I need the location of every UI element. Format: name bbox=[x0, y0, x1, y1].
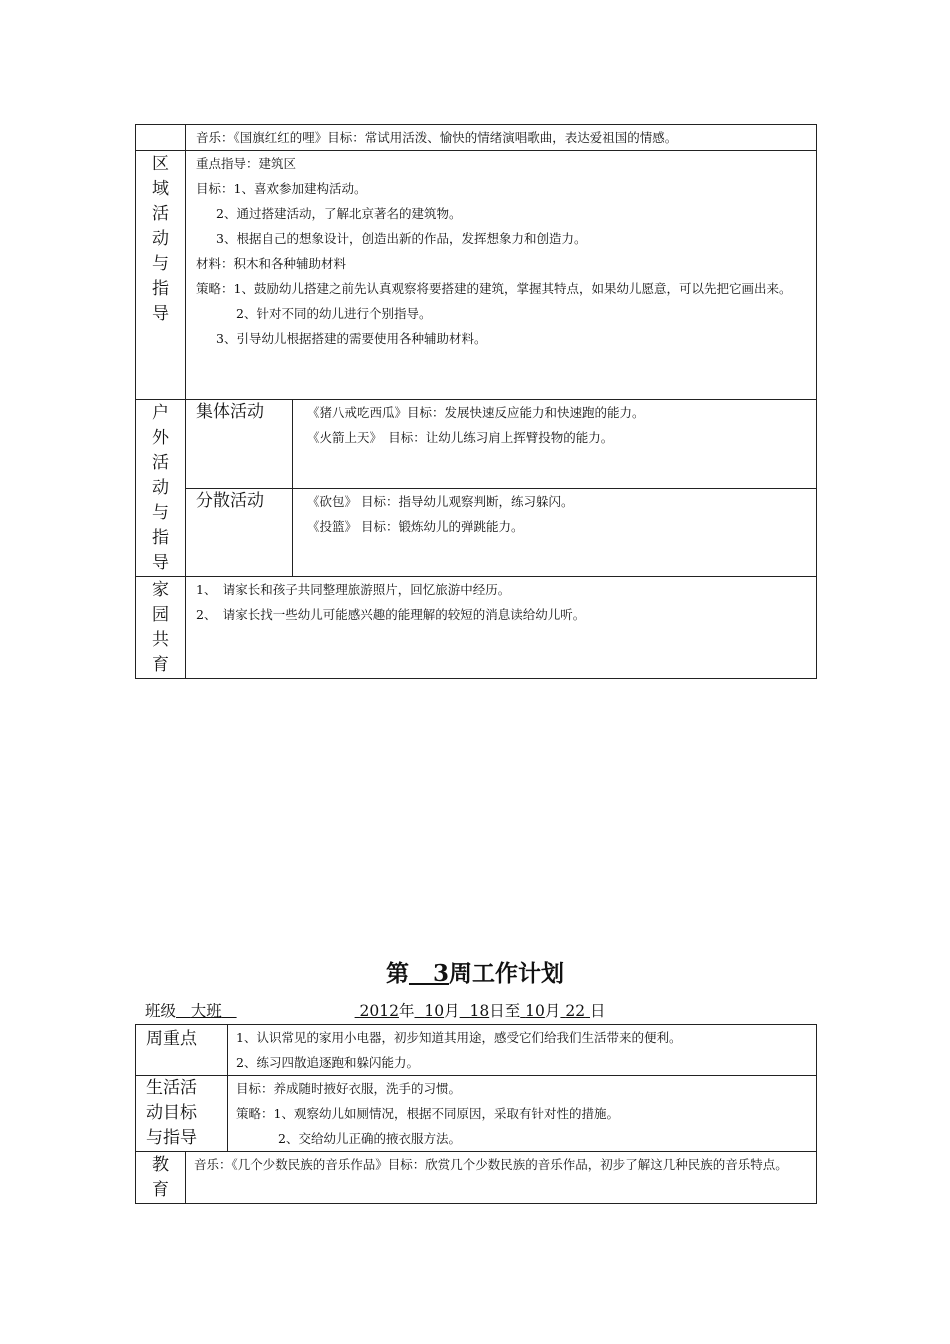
group-activity-content bbox=[293, 400, 817, 489]
life-activity-content bbox=[228, 1076, 817, 1152]
area-goal-3: 3、根据自己的想象设计，创造出新的作品，发挥想象力和创造力。 bbox=[216, 231, 587, 246]
area-materials: 材料：积木和各种辅助材料 bbox=[196, 256, 347, 271]
music-text: 音乐：《国旗红红的哩》目标：常试用活泼、愉快的情绪演唱歌曲，表达爱祖国的情感。 bbox=[196, 130, 678, 145]
home-cooperation-label: 家 园 共 育 bbox=[136, 577, 186, 679]
music-row bbox=[186, 125, 817, 151]
year-value: 2012 bbox=[359, 1002, 399, 1020]
life-activity-label: 生活活 动目标 与指导 bbox=[136, 1076, 228, 1152]
day-end: 22 bbox=[565, 1002, 586, 1020]
education-music: 音乐：《几个少数民族的音乐作品》目标：欣赏几个少数民族的音乐作品，初步了解这几种民族的音乐特点。 bbox=[194, 1157, 788, 1172]
area-activity-label: 区 域 活 动 与 指 导 bbox=[136, 151, 186, 400]
life-goal: 目标：养成随时掖好衣服，洗手的习惯。 bbox=[236, 1081, 462, 1096]
area-goal-1: 目标：1、喜欢参加建构活动。 bbox=[196, 181, 367, 196]
month-start: 10 bbox=[424, 1002, 445, 1020]
group-activity-1: 《猪八戒吃西瓜》目标：发展快速反应能力和快速跑的能力。 bbox=[307, 405, 645, 420]
weekly-focus-content bbox=[228, 1025, 817, 1076]
free-activity-2: 《投篮》 目标：锻炼幼儿的弹跳能力。 bbox=[307, 518, 524, 534]
home-item-2: 2、 请家长找一些幼儿可能感兴趣的能理解的较短的消息读给幼儿听。 bbox=[196, 607, 586, 622]
focus-item-2: 2、练习四散追逐跑和躲闪能力。 bbox=[236, 1055, 419, 1070]
weekly-focus-label: 周重点 bbox=[136, 1025, 228, 1076]
group-activity-2: 《火箭上天》 目标：让幼儿练习肩上挥臂投物的能力。 bbox=[307, 430, 614, 445]
area-strategy-2: 2、针对不同的幼儿进行个别指导。 bbox=[236, 306, 432, 321]
page-title: 第 3周工作计划 bbox=[385, 960, 565, 987]
class-date-line: 班级 大班 2012年 10月 18日至 10月 22 日 bbox=[145, 1002, 606, 1020]
education-content bbox=[186, 1152, 817, 1204]
area-strategy-3: 3、引导幼儿根据搭建的需要使用各种辅助材料。 bbox=[216, 331, 487, 346]
focus-item-1: 1、认识常见的家用小电器，初步知道其用途，感受它们给我们生活带来的便利。 bbox=[236, 1030, 682, 1045]
month-end: 10 bbox=[525, 1002, 545, 1020]
class-value: 大班 bbox=[190, 1002, 222, 1020]
life-strategy-1: 策略：1、观察幼儿如厕情况，根据不同原因，采取有针对性的措施。 bbox=[236, 1106, 619, 1121]
area-activity-content bbox=[186, 151, 817, 400]
life-strategy-2: 2、交给幼儿正确的掖衣服方法。 bbox=[278, 1131, 461, 1146]
area-focus: 重点指导：建筑区 bbox=[196, 156, 297, 171]
education-label: 教 育 bbox=[136, 1152, 186, 1204]
day-start: 18 bbox=[469, 1002, 490, 1020]
week-number: 3 bbox=[433, 960, 450, 987]
area-strategy-1: 策略：1、鼓励幼儿搭建之前先认真观察将要搭建的建筑，掌握其特点，如果幼儿愿意，可以先把它画出来。 bbox=[196, 281, 792, 296]
home-cooperation-content bbox=[186, 577, 817, 679]
group-activity-label: 集体活动 bbox=[186, 400, 293, 489]
week-plan-table bbox=[135, 1024, 817, 1204]
home-item-1: 1、 请家长和孩子共同整理旅游照片，回忆旅游中经历。 bbox=[196, 582, 511, 597]
free-activity-1: 《砍包》 目标：指导幼儿观察判断，练习躲闪。 bbox=[307, 493, 574, 509]
free-activity-content bbox=[293, 488, 817, 577]
activity-table bbox=[135, 124, 817, 679]
empty-label-cell bbox=[136, 125, 186, 151]
free-activity-label: 分散活动 bbox=[186, 488, 293, 577]
area-goal-2: 2、通过搭建活动，了解北京著名的建筑物。 bbox=[216, 206, 462, 221]
outdoor-activity-label: 户 外 活 动 与 指 导 bbox=[136, 400, 186, 577]
